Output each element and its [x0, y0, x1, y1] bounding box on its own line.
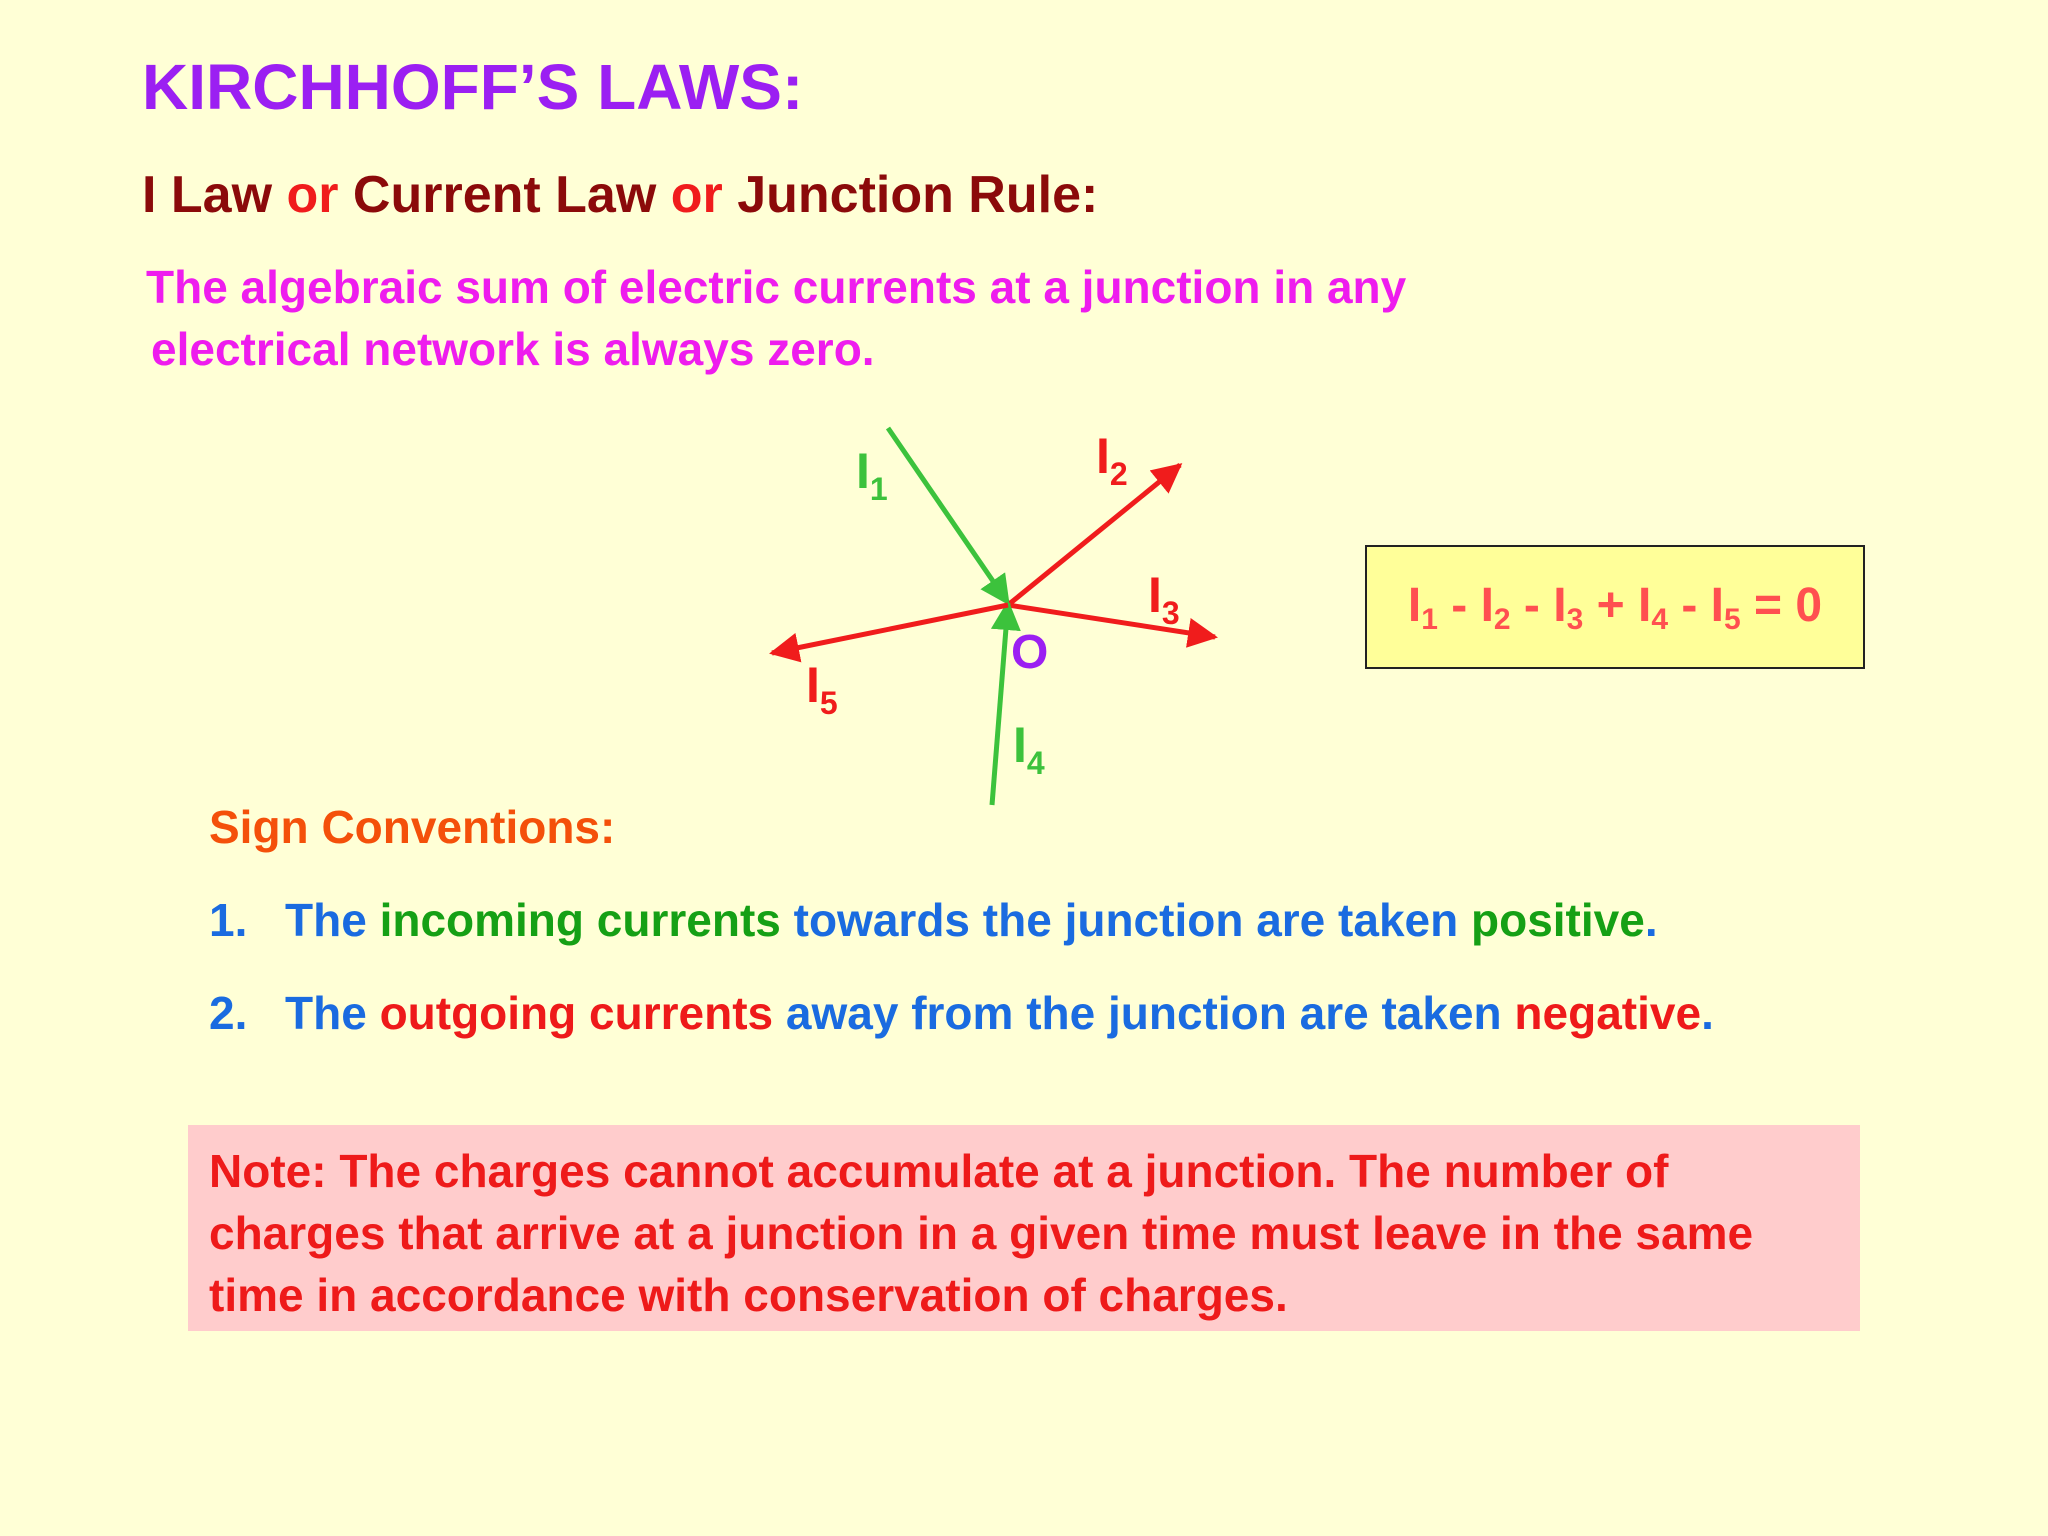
sign-conventions-heading: Sign Conventions: [209, 801, 616, 853]
rule-number: 1. [209, 894, 248, 946]
current-i1-label: $I_1$ [856, 443, 888, 507]
outgoing-currents-term: outgoing currents [379, 987, 774, 1039]
subtitle-or-2: or [670, 166, 723, 224]
sign-rule-2: 2. The outgoing currents away from the junction are taken negative. [209, 987, 1714, 1039]
current-i3-label: $I_3$ [1148, 567, 1180, 631]
law-line-2: electrical network is always zero. [151, 323, 875, 375]
note-box [188, 1125, 1860, 1331]
sign-rule-1: 1. The incoming currents towards the junction are taken positive. [209, 894, 1658, 946]
current-i2-label: $I_2$ [1096, 428, 1128, 492]
current-i5-arrow [772, 605, 1008, 653]
subtitle-or-1: or [286, 166, 339, 224]
equation-box [1365, 545, 1865, 669]
subtitle-part2: Current Law [338, 166, 671, 224]
note-text: Note: The charges cannot accumulate at a junction. The number of charges that arrive at a junction in a given time must leave in the same time in accordance with conservation of charges. [209, 1145, 1754, 1321]
positive-term: positive [1471, 894, 1645, 946]
current-i4-label: $I_4$ [1013, 717, 1045, 781]
equation: $I_1 - I_2 - I_3 + I_4 - I_5 = 0$ [1407, 578, 1823, 636]
rule-number: 2. [209, 987, 248, 1039]
law-line-1: The algebraic sum of electric currents at a junction in any [146, 261, 1407, 313]
junction-label: O [1011, 626, 1049, 679]
current-i5-label: $I_5$ [806, 657, 838, 721]
negative-term: negative [1514, 987, 1702, 1039]
incoming-currents-term: incoming currents [379, 894, 781, 946]
subtitle-part3: Junction Rule: [722, 166, 1099, 224]
subtitle-part1: I Law [142, 166, 287, 224]
current-i4-arrow [992, 603, 1008, 805]
current-i1-arrow [888, 428, 1008, 603]
page-title: KIRCHHOFF’S LAWS: [142, 51, 804, 123]
